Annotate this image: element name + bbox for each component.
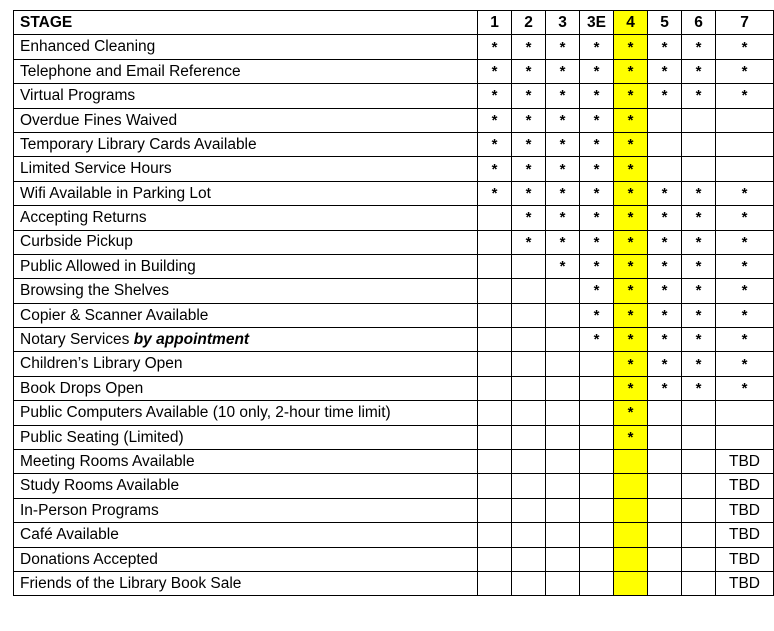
stage-cell-3: *	[546, 181, 580, 205]
stage-cell-7: *	[716, 254, 774, 278]
feature-label: Study Rooms Available	[20, 477, 180, 495]
stage-cell-1	[478, 547, 512, 571]
header-stage-2: 2	[512, 11, 546, 35]
stage-cell-1: *	[478, 84, 512, 108]
stage-cell-4: *	[614, 84, 648, 108]
stage-cell-3e: *	[580, 206, 614, 230]
stage-cell-3e	[580, 498, 614, 522]
table-row	[14, 132, 774, 156]
table-row	[14, 425, 774, 449]
table-row	[14, 352, 774, 376]
stage-cell-6: *	[682, 230, 716, 254]
stage-cell-7	[716, 108, 774, 132]
stage-cell-5: *	[648, 254, 682, 278]
stage-cell-3: *	[546, 254, 580, 278]
stage-cell-6: *	[682, 84, 716, 108]
table-row	[14, 376, 774, 400]
stage-cell-2	[512, 401, 546, 425]
stage-cell-3	[546, 498, 580, 522]
stage-cell-1	[478, 474, 512, 498]
stage-cell-2	[512, 450, 546, 474]
stage-cell-3e	[580, 474, 614, 498]
stage-cell-3	[546, 328, 580, 352]
stage-cell-7: TBD	[716, 523, 774, 547]
stage-cell-5: *	[648, 376, 682, 400]
stage-cell-1	[478, 401, 512, 425]
table-row	[14, 279, 774, 303]
stage-cell-2	[512, 328, 546, 352]
feature-label: Children’s Library Open	[20, 355, 183, 373]
stage-cell-2: *	[512, 59, 546, 83]
stage-cell-5	[648, 498, 682, 522]
stage-cell-3: *	[546, 157, 580, 181]
stage-cell-6: *	[682, 303, 716, 327]
stage-cell-3e: *	[580, 303, 614, 327]
stage-cell-1	[478, 352, 512, 376]
stage-cell-4: *	[614, 59, 648, 83]
feature-label-cell	[14, 547, 478, 571]
stage-cell-1	[478, 571, 512, 595]
table-row	[14, 108, 774, 132]
stage-cell-5	[648, 474, 682, 498]
table-row	[14, 328, 774, 352]
table-row	[14, 59, 774, 83]
feature-label: Browsing the Shelves	[20, 282, 170, 300]
stage-cell-2	[512, 303, 546, 327]
header-stage-3: 3	[546, 11, 580, 35]
stage-cell-7: *	[716, 35, 774, 59]
table-row	[14, 206, 774, 230]
feature-label: Overdue Fines Waived	[20, 111, 178, 129]
stage-cell-3	[546, 547, 580, 571]
feature-label: Public Allowed in Building	[20, 257, 196, 275]
stage-cell-2: *	[512, 157, 546, 181]
stage-cell-4: *	[614, 206, 648, 230]
stage-cell-6: *	[682, 181, 716, 205]
stage-cell-5	[648, 523, 682, 547]
stage-cell-3e	[580, 450, 614, 474]
table-row	[14, 571, 774, 595]
stage-cell-4: *	[614, 108, 648, 132]
stage-cell-1	[478, 230, 512, 254]
stage-cell-4: *	[614, 157, 648, 181]
stage-cell-4: *	[614, 254, 648, 278]
stage-cell-3	[546, 303, 580, 327]
feature-label: Virtual Programs	[20, 87, 136, 105]
stage-cell-4: *	[614, 181, 648, 205]
stage-cell-5	[648, 547, 682, 571]
feature-label: Wifi Available in Parking Lot	[20, 184, 211, 202]
stage-cell-3e: *	[580, 328, 614, 352]
header-stage-5: 5	[648, 11, 682, 35]
stage-cell-3: *	[546, 206, 580, 230]
stage-cell-4: *	[614, 303, 648, 327]
feature-label: Enhanced Cleaning	[20, 38, 156, 56]
stage-cell-6: *	[682, 254, 716, 278]
feature-label-cell	[14, 401, 478, 425]
table-row	[14, 450, 774, 474]
stage-cell-4	[614, 571, 648, 595]
stage-cell-4: *	[614, 279, 648, 303]
stage-cell-6: *	[682, 59, 716, 83]
table-row	[14, 401, 774, 425]
stage-cell-7: *	[716, 279, 774, 303]
stage-cell-3e: *	[580, 254, 614, 278]
stage-cell-6	[682, 157, 716, 181]
feature-label-cell	[14, 84, 478, 108]
stage-cell-7: TBD	[716, 547, 774, 571]
stage-cell-5: *	[648, 352, 682, 376]
feature-label-cell	[14, 59, 478, 83]
stage-cell-2: *	[512, 108, 546, 132]
stage-cell-1: *	[478, 132, 512, 156]
feature-label: Meeting Rooms Available	[20, 452, 195, 470]
stage-cell-6: *	[682, 35, 716, 59]
stage-cell-3e: *	[580, 108, 614, 132]
stage-cell-2: *	[512, 35, 546, 59]
feature-label: Notary Services	[20, 331, 134, 349]
stage-table	[13, 10, 774, 596]
stage-cell-4: *	[614, 328, 648, 352]
header-stage-label: STAGE	[14, 11, 478, 35]
stage-cell-3e: *	[580, 132, 614, 156]
table-row	[14, 254, 774, 278]
stage-cell-7: *	[716, 352, 774, 376]
stage-cell-5: *	[648, 328, 682, 352]
feature-label-cell	[14, 571, 478, 595]
feature-label-cell	[14, 474, 478, 498]
feature-label: Donations Accepted	[20, 550, 158, 568]
feature-label: In-Person Programs	[20, 501, 159, 519]
stage-cell-7: TBD	[716, 450, 774, 474]
stage-cell-7: *	[716, 181, 774, 205]
stage-cell-2	[512, 498, 546, 522]
feature-label-cell	[14, 35, 478, 59]
feature-label-cell	[14, 328, 478, 352]
stage-cell-4	[614, 498, 648, 522]
stage-cell-6	[682, 498, 716, 522]
stage-cell-4: *	[614, 35, 648, 59]
feature-label: Temporary Library Cards Available	[20, 135, 257, 153]
feature-label-cell	[14, 376, 478, 400]
stage-cell-1	[478, 303, 512, 327]
stage-cell-6	[682, 401, 716, 425]
stage-cell-3e	[580, 425, 614, 449]
table-row	[14, 498, 774, 522]
stage-cell-2	[512, 474, 546, 498]
feature-label-cell	[14, 157, 478, 181]
stage-cell-3e: *	[580, 157, 614, 181]
stage-cell-7	[716, 425, 774, 449]
stage-cell-7: *	[716, 230, 774, 254]
stage-cell-6: *	[682, 376, 716, 400]
feature-label-emphasis: by appointment	[133, 331, 250, 349]
stage-cell-4: *	[614, 401, 648, 425]
stage-cell-7: *	[716, 59, 774, 83]
stage-cell-4: *	[614, 425, 648, 449]
stage-cell-4: *	[614, 132, 648, 156]
table-row	[14, 35, 774, 59]
stage-cell-6	[682, 523, 716, 547]
stage-cell-4: *	[614, 352, 648, 376]
stage-cell-3	[546, 401, 580, 425]
stage-cell-1	[478, 450, 512, 474]
stage-cell-5	[648, 450, 682, 474]
feature-label: Public Computers Available (10 only, 2-hour time limit)	[20, 404, 391, 422]
stage-cell-5	[648, 108, 682, 132]
stage-cell-1: *	[478, 157, 512, 181]
stage-cell-5: *	[648, 206, 682, 230]
header-stage-6: 6	[682, 11, 716, 35]
feature-label: Book Drops Open	[20, 379, 144, 397]
stage-cell-3e: *	[580, 181, 614, 205]
stage-cell-5	[648, 571, 682, 595]
stage-cell-7	[716, 157, 774, 181]
stage-cell-6	[682, 571, 716, 595]
feature-label-cell	[14, 206, 478, 230]
stage-cell-3	[546, 571, 580, 595]
feature-label-cell	[14, 230, 478, 254]
stage-cell-6	[682, 547, 716, 571]
header-stage-3e: 3E	[580, 11, 614, 35]
stage-cell-4	[614, 547, 648, 571]
stage-cell-5: *	[648, 59, 682, 83]
stage-cell-1	[478, 498, 512, 522]
stage-cell-6	[682, 425, 716, 449]
header-stage-4: 4	[614, 11, 648, 35]
stage-cell-6: *	[682, 328, 716, 352]
stage-cell-7: *	[716, 303, 774, 327]
stage-cell-7: TBD	[716, 474, 774, 498]
stage-cell-6: *	[682, 352, 716, 376]
stage-cell-2	[512, 523, 546, 547]
stage-cell-3: *	[546, 35, 580, 59]
stage-cell-7: *	[716, 376, 774, 400]
stage-cell-3	[546, 425, 580, 449]
stage-cell-2: *	[512, 84, 546, 108]
stage-cell-2: *	[512, 132, 546, 156]
stage-cell-5	[648, 157, 682, 181]
stage-cell-1	[478, 523, 512, 547]
feature-label: Accepting Returns	[20, 209, 147, 227]
stage-cell-3e	[580, 352, 614, 376]
table-row	[14, 523, 774, 547]
stage-cell-6: *	[682, 279, 716, 303]
feature-label-cell	[14, 108, 478, 132]
stage-cell-6: *	[682, 206, 716, 230]
stage-cell-5: *	[648, 230, 682, 254]
stage-cell-2	[512, 279, 546, 303]
stage-cell-6	[682, 474, 716, 498]
stage-cell-7	[716, 132, 774, 156]
table-row	[14, 303, 774, 327]
stage-cell-7: TBD	[716, 498, 774, 522]
stage-cell-2	[512, 376, 546, 400]
stage-cell-2	[512, 571, 546, 595]
stage-cell-6	[682, 108, 716, 132]
stage-cell-3: *	[546, 84, 580, 108]
stage-cell-1	[478, 425, 512, 449]
stage-cell-3: *	[546, 230, 580, 254]
stage-cell-4: *	[614, 376, 648, 400]
stage-cell-3: *	[546, 59, 580, 83]
table-row	[14, 181, 774, 205]
stage-cell-5	[648, 132, 682, 156]
stage-cell-2	[512, 425, 546, 449]
stage-cell-3	[546, 279, 580, 303]
stage-cell-3: *	[546, 132, 580, 156]
stage-cell-3	[546, 352, 580, 376]
stage-cell-4	[614, 450, 648, 474]
table-row	[14, 547, 774, 571]
stage-cell-1	[478, 376, 512, 400]
feature-label-cell	[14, 450, 478, 474]
stage-cell-1: *	[478, 35, 512, 59]
stage-cell-3: *	[546, 108, 580, 132]
stage-cell-4	[614, 523, 648, 547]
feature-label: Copier & Scanner Available	[20, 306, 209, 324]
stage-cell-7: *	[716, 328, 774, 352]
stage-cell-3e: *	[580, 84, 614, 108]
stage-cell-5: *	[648, 84, 682, 108]
stage-cell-1	[478, 206, 512, 230]
feature-label: Limited Service Hours	[20, 160, 172, 178]
stage-cell-1	[478, 279, 512, 303]
stage-cell-3	[546, 450, 580, 474]
stage-cell-7	[716, 401, 774, 425]
feature-label-cell	[14, 279, 478, 303]
feature-label-cell	[14, 352, 478, 376]
stage-cell-3e	[580, 547, 614, 571]
header-stage-7: 7	[716, 11, 774, 35]
table-row	[14, 230, 774, 254]
stage-cell-2: *	[512, 230, 546, 254]
stage-cell-1	[478, 254, 512, 278]
table-row	[14, 84, 774, 108]
stage-cell-6	[682, 132, 716, 156]
stage-cell-7: TBD	[716, 571, 774, 595]
feature-label: Café Available	[20, 526, 119, 544]
feature-label-cell	[14, 303, 478, 327]
header-stage-1: 1	[478, 11, 512, 35]
stage-cell-7: *	[716, 84, 774, 108]
stage-cell-5: *	[648, 181, 682, 205]
stage-cell-3e: *	[580, 35, 614, 59]
table-body	[14, 35, 774, 596]
stage-cell-1: *	[478, 59, 512, 83]
feature-label: Friends of the Library Book Sale	[20, 574, 242, 592]
stage-cell-3	[546, 523, 580, 547]
stage-cell-2: *	[512, 206, 546, 230]
feature-label-cell	[14, 498, 478, 522]
stage-cell-3e	[580, 401, 614, 425]
stage-cell-1: *	[478, 181, 512, 205]
table-row	[14, 157, 774, 181]
stage-cell-2: *	[512, 181, 546, 205]
feature-label-cell	[14, 425, 478, 449]
feature-label-cell	[14, 523, 478, 547]
table-row	[14, 474, 774, 498]
stage-cell-3e: *	[580, 59, 614, 83]
stage-cell-3e: *	[580, 230, 614, 254]
feature-label: Public Seating (Limited)	[20, 428, 184, 446]
stage-cell-7: *	[716, 206, 774, 230]
stage-cell-2	[512, 254, 546, 278]
stage-cell-2	[512, 352, 546, 376]
stage-cell-4	[614, 474, 648, 498]
feature-label: Telephone and Email Reference	[20, 62, 241, 80]
header-row	[14, 11, 774, 35]
stage-cell-4: *	[614, 230, 648, 254]
feature-label: Curbside Pickup	[20, 233, 133, 251]
feature-label-cell	[14, 181, 478, 205]
stage-cell-5: *	[648, 303, 682, 327]
feature-label-cell	[14, 132, 478, 156]
stage-cell-1	[478, 328, 512, 352]
stage-cell-5	[648, 401, 682, 425]
stage-cell-2	[512, 547, 546, 571]
stage-cell-3e: *	[580, 279, 614, 303]
stage-cell-6	[682, 450, 716, 474]
stage-cell-5: *	[648, 35, 682, 59]
stage-cell-3e	[580, 571, 614, 595]
stage-cell-5	[648, 425, 682, 449]
stage-cell-3	[546, 376, 580, 400]
stage-cell-1: *	[478, 108, 512, 132]
stage-cell-3e	[580, 523, 614, 547]
stage-cell-5: *	[648, 279, 682, 303]
stage-cell-3	[546, 474, 580, 498]
stage-cell-3e	[580, 376, 614, 400]
feature-label-cell	[14, 254, 478, 278]
